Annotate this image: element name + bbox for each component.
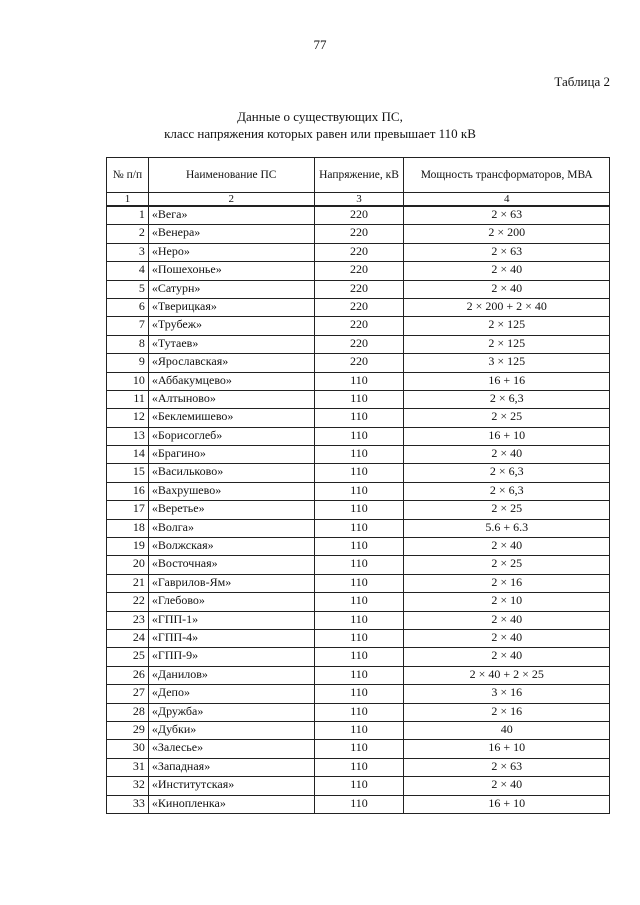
substation-name: «ГПП-1» — [148, 611, 314, 629]
substation-name: «Борисоглеб» — [148, 427, 314, 445]
power-value: 2 × 6,3 — [404, 482, 610, 500]
power-value: 2 × 16 — [404, 703, 610, 721]
row-number: 6 — [107, 298, 149, 316]
voltage-value: 110 — [314, 538, 404, 556]
col-header-name: Наименование ПС — [148, 158, 314, 193]
substation-name: «ГПП-4» — [148, 629, 314, 647]
power-value: 2 × 40 — [404, 280, 610, 298]
substation-name: «Дубки» — [148, 721, 314, 739]
voltage-value: 110 — [314, 758, 404, 776]
table-row — [107, 427, 610, 445]
power-value: 2 × 125 — [404, 317, 610, 335]
title-line-2: класс напряжения которых равен или превышает 110 кВ — [164, 126, 476, 141]
voltage-value: 110 — [314, 501, 404, 519]
power-value: 3 × 16 — [404, 685, 610, 703]
substation-name: «Венера» — [148, 225, 314, 243]
substation-name: «Институтская» — [148, 777, 314, 795]
power-value: 3 × 125 — [404, 354, 610, 372]
header-row — [107, 158, 610, 193]
table-row — [107, 409, 610, 427]
row-number: 9 — [107, 354, 149, 372]
row-number: 31 — [107, 758, 149, 776]
power-value: 2 × 40 — [404, 446, 610, 464]
table-body — [107, 206, 610, 813]
row-number: 33 — [107, 795, 149, 813]
row-number: 11 — [107, 390, 149, 408]
table-row — [107, 372, 610, 390]
row-number: 17 — [107, 501, 149, 519]
substation-name: «Западная» — [148, 758, 314, 776]
table-row — [107, 556, 610, 574]
row-number: 4 — [107, 262, 149, 280]
power-value: 2 × 40 — [404, 648, 610, 666]
voltage-value: 110 — [314, 795, 404, 813]
voltage-value: 110 — [314, 519, 404, 537]
power-value: 2 × 40 — [404, 629, 610, 647]
voltage-value: 110 — [314, 611, 404, 629]
substation-name: «Аббакумцево» — [148, 372, 314, 390]
voltage-value: 110 — [314, 777, 404, 795]
row-number: 21 — [107, 574, 149, 592]
substation-name: «Пошехонье» — [148, 262, 314, 280]
power-value: 2 × 25 — [404, 556, 610, 574]
power-value: 2 × 63 — [404, 758, 610, 776]
power-value: 2 × 40 — [404, 777, 610, 795]
table-row — [107, 225, 610, 243]
table-row — [107, 464, 610, 482]
row-number: 32 — [107, 777, 149, 795]
row-number: 10 — [107, 372, 149, 390]
power-value: 2 × 125 — [404, 335, 610, 353]
substation-name: «Кинопленка» — [148, 795, 314, 813]
power-value: 2 × 25 — [404, 409, 610, 427]
voltage-value: 220 — [314, 317, 404, 335]
voltage-value: 110 — [314, 574, 404, 592]
voltage-value: 220 — [314, 262, 404, 280]
row-number: 24 — [107, 629, 149, 647]
table-row — [107, 482, 610, 500]
table-row — [107, 262, 610, 280]
row-number: 12 — [107, 409, 149, 427]
voltage-value: 220 — [314, 354, 404, 372]
voltage-value: 110 — [314, 372, 404, 390]
substation-name: «Вахрушево» — [148, 482, 314, 500]
voltage-value: 110 — [314, 556, 404, 574]
substation-name: «Васильково» — [148, 464, 314, 482]
power-value: 2 × 200 + 2 × 40 — [404, 298, 610, 316]
row-number: 22 — [107, 593, 149, 611]
col-header-voltage: Напряжение, кВ — [314, 158, 404, 193]
row-number: 26 — [107, 666, 149, 684]
power-value: 2 × 6,3 — [404, 464, 610, 482]
power-value: 16 + 10 — [404, 795, 610, 813]
row-number: 5 — [107, 280, 149, 298]
substation-name: «Залесье» — [148, 740, 314, 758]
power-value: 2 × 16 — [404, 574, 610, 592]
row-number: 25 — [107, 648, 149, 666]
substation-name: «Ярославская» — [148, 354, 314, 372]
power-value: 16 + 10 — [404, 427, 610, 445]
substation-name: «Сатурн» — [148, 280, 314, 298]
table-row — [107, 298, 610, 316]
row-number: 7 — [107, 317, 149, 335]
voltage-value: 220 — [314, 243, 404, 261]
table-row — [107, 243, 610, 261]
voltage-value: 110 — [314, 629, 404, 647]
table-row — [107, 685, 610, 703]
substation-name: «Тверицкая» — [148, 298, 314, 316]
row-number: 13 — [107, 427, 149, 445]
col-number-3: 3 — [314, 193, 404, 207]
table-row — [107, 721, 610, 739]
table-row — [107, 758, 610, 776]
voltage-value: 110 — [314, 740, 404, 758]
substation-name: «Вега» — [148, 206, 314, 225]
substation-name: «Брагино» — [148, 446, 314, 464]
table-row — [107, 740, 610, 758]
substation-name: «Данилов» — [148, 666, 314, 684]
substation-name: «Веретье» — [148, 501, 314, 519]
col-number-2: 2 — [148, 193, 314, 207]
table-row — [107, 390, 610, 408]
substation-name: «Восточная» — [148, 556, 314, 574]
power-value: 5.6 + 6.3 — [404, 519, 610, 537]
power-value: 2 × 63 — [404, 243, 610, 261]
table-title — [0, 108, 640, 142]
voltage-value: 220 — [314, 298, 404, 316]
substation-name: «Волга» — [148, 519, 314, 537]
substation-name: «ГПП-9» — [148, 648, 314, 666]
col-number-1: 1 — [107, 193, 149, 207]
power-value: 40 — [404, 721, 610, 739]
power-value: 2 × 40 — [404, 611, 610, 629]
voltage-value: 220 — [314, 225, 404, 243]
row-number: 16 — [107, 482, 149, 500]
table-row — [107, 777, 610, 795]
table-row — [107, 317, 610, 335]
power-value: 2 × 10 — [404, 593, 610, 611]
row-number: 2 — [107, 225, 149, 243]
col-header-number: № п/п — [107, 158, 149, 193]
voltage-value: 110 — [314, 685, 404, 703]
row-number: 3 — [107, 243, 149, 261]
table-row — [107, 519, 610, 537]
substation-name: «Депо» — [148, 685, 314, 703]
substation-name: «Неро» — [148, 243, 314, 261]
voltage-value: 110 — [314, 666, 404, 684]
voltage-value: 220 — [314, 206, 404, 225]
table-row — [107, 629, 610, 647]
substation-name: «Алтыново» — [148, 390, 314, 408]
voltage-value: 110 — [314, 482, 404, 500]
table-row — [107, 538, 610, 556]
table-row — [107, 501, 610, 519]
table-row — [107, 703, 610, 721]
voltage-value: 110 — [314, 593, 404, 611]
voltage-value: 110 — [314, 703, 404, 721]
title-line-1: Данные о существующих ПС, — [237, 109, 403, 124]
page-number: 77 — [313, 37, 327, 52]
substation-name: «Трубеж» — [148, 317, 314, 335]
row-number: 28 — [107, 703, 149, 721]
col-header-power: Мощность трансформаторов, МВА — [404, 158, 610, 193]
row-number: 27 — [107, 685, 149, 703]
table-row — [107, 354, 610, 372]
voltage-value: 110 — [314, 427, 404, 445]
substation-name: «Беклемишево» — [148, 409, 314, 427]
table-row — [107, 206, 610, 225]
voltage-value: 220 — [314, 280, 404, 298]
row-number: 23 — [107, 611, 149, 629]
substations-table — [106, 157, 610, 814]
table-row — [107, 574, 610, 592]
power-value: 2 × 40 + 2 × 25 — [404, 666, 610, 684]
row-number: 19 — [107, 538, 149, 556]
table-row — [107, 280, 610, 298]
table-label: Таблица 2 — [554, 74, 610, 89]
power-value: 2 × 63 — [404, 206, 610, 225]
voltage-value: 110 — [314, 648, 404, 666]
row-number: 20 — [107, 556, 149, 574]
row-number: 8 — [107, 335, 149, 353]
row-number: 29 — [107, 721, 149, 739]
table-row — [107, 648, 610, 666]
col-number-4: 4 — [404, 193, 610, 207]
voltage-value: 110 — [314, 390, 404, 408]
power-value: 2 × 200 — [404, 225, 610, 243]
table-row — [107, 593, 610, 611]
substation-name: «Волжская» — [148, 538, 314, 556]
power-value: 2 × 6,3 — [404, 390, 610, 408]
table-row — [107, 446, 610, 464]
power-value: 2 × 40 — [404, 538, 610, 556]
row-number: 14 — [107, 446, 149, 464]
voltage-value: 110 — [314, 721, 404, 739]
row-number: 18 — [107, 519, 149, 537]
voltage-value: 110 — [314, 464, 404, 482]
substation-name: «Дружба» — [148, 703, 314, 721]
substation-name: «Гаврилов-Ям» — [148, 574, 314, 592]
power-value: 2 × 25 — [404, 501, 610, 519]
row-number: 30 — [107, 740, 149, 758]
table-row — [107, 666, 610, 684]
column-number-row — [107, 193, 610, 207]
table-row — [107, 611, 610, 629]
row-number: 1 — [107, 206, 149, 225]
substation-name: «Тутаев» — [148, 335, 314, 353]
power-value: 16 + 10 — [404, 740, 610, 758]
power-value: 2 × 40 — [404, 262, 610, 280]
table-row — [107, 795, 610, 813]
substation-name: «Глебово» — [148, 593, 314, 611]
table-row — [107, 335, 610, 353]
power-value: 16 + 16 — [404, 372, 610, 390]
voltage-value: 110 — [314, 409, 404, 427]
voltage-value: 220 — [314, 335, 404, 353]
row-number: 15 — [107, 464, 149, 482]
voltage-value: 110 — [314, 446, 404, 464]
